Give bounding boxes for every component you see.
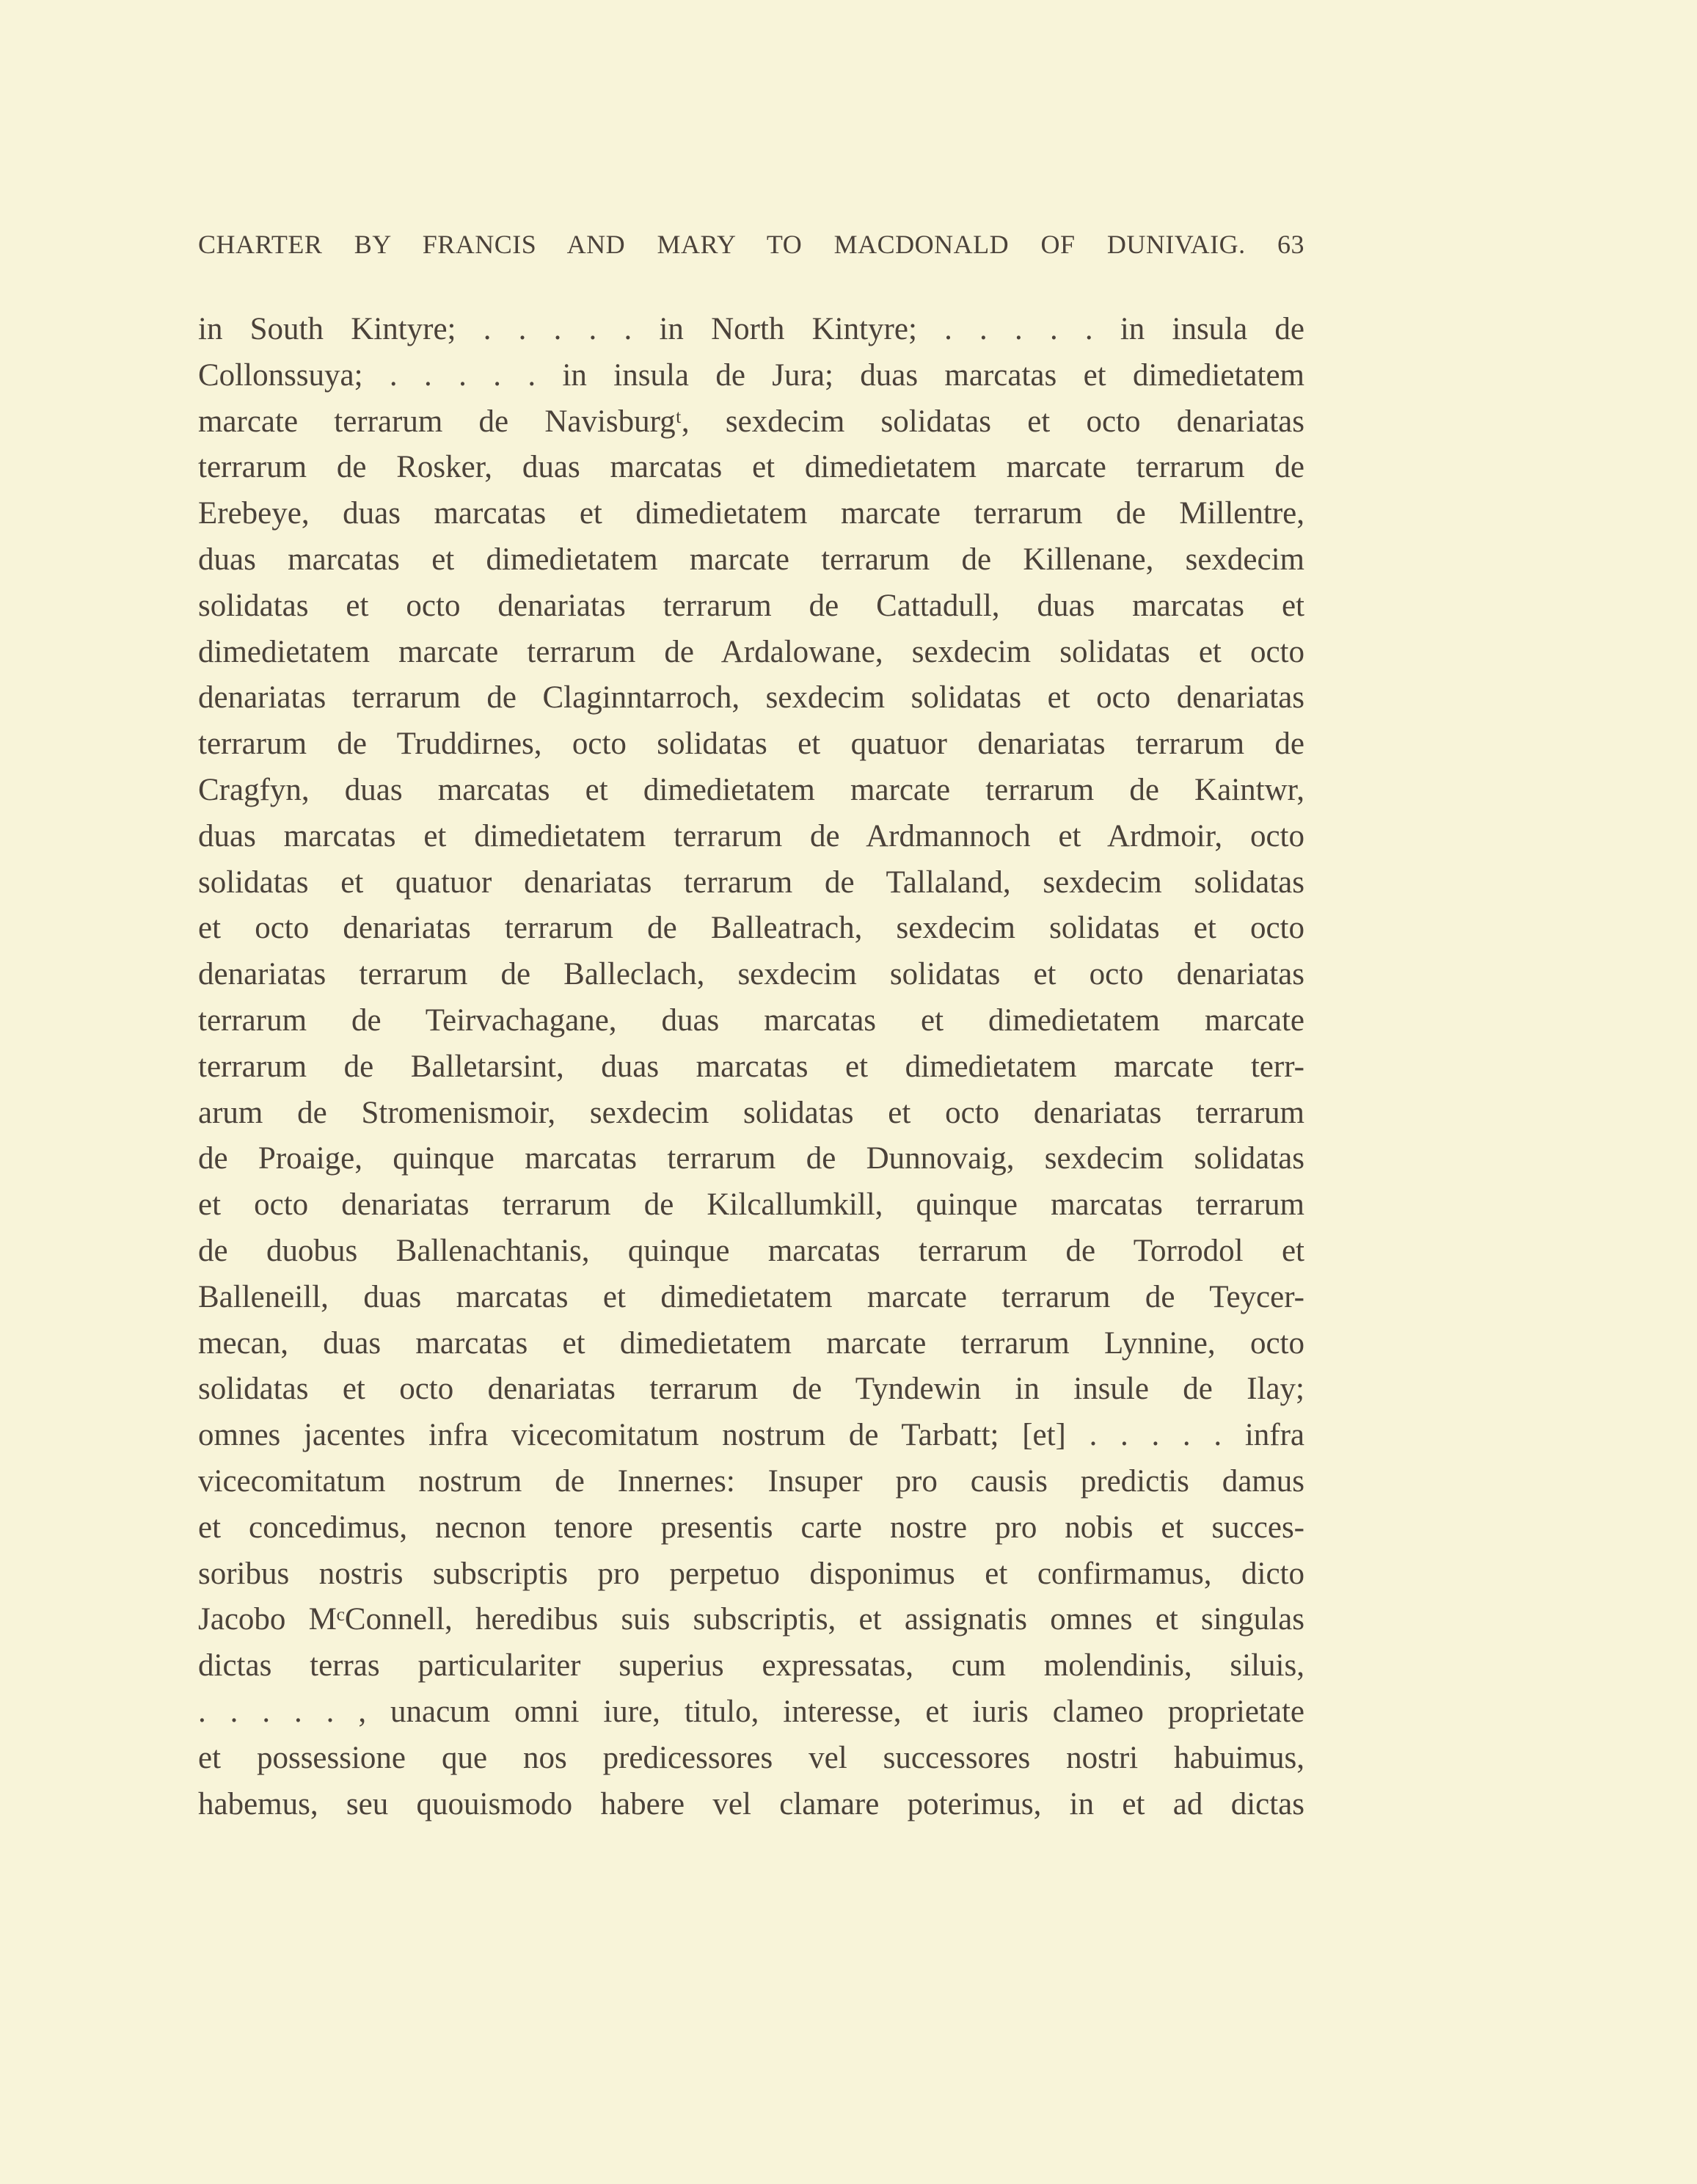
text-line: terrarum de Teirvachagane, duas marcatas et dimedietatem marcate — [198, 1002, 1304, 1038]
text-line: solidatas et octo denariatas terrarum de Cattadull, duas marcatas et — [198, 588, 1304, 623]
text-line: dictas terras particulariter superius expressatas, cum molendinis, siluis, — [198, 1648, 1304, 1684]
text-line: de duobus Ballenachtanis, quinque marcatas terrarum de Torrodol et — [198, 1233, 1304, 1268]
text-line: Erebeye, duas marcatas et dimedietatem marcate terrarum de Millentre, — [198, 496, 1304, 531]
text-line: et octo denariatas terrarum de Kilcallumkill, quinque marcatas terrarum — [198, 1187, 1304, 1223]
text-line: dimedietatem marcate terrarum de Ardalowane, sexdecim solidatas et octo — [198, 634, 1304, 669]
text-line: terrarum de Truddirnes, octo solidatas et quatuor denariatas terrarum de — [198, 727, 1304, 762]
text-line: Balleneill, duas marcatas et dimedietatem marcate terrarum de Teycer- — [198, 1279, 1304, 1314]
text-line: et concedimus, necnon tenore presentis carte nostre pro nobis et succes- — [198, 1510, 1304, 1545]
text-line: omnes jacentes infra vicecomitatum nostrum de Tarbatt; [et] . . . . . infra — [198, 1418, 1304, 1453]
text-line: terrarum de Rosker, duas marcatas et dimedietatem marcate terrarum de — [198, 450, 1304, 485]
text-line: soribus nostris subscriptis pro perpetuo disponimus et confirmamus, dicto — [198, 1556, 1304, 1591]
text-line: Collonssuya; . . . . . in insula de Jura; duas marcatas et dimedietatem — [198, 357, 1304, 393]
text-line: marcate terrarum de Navisburgᵗ, sexdecim solidatas et octo denariatas — [198, 404, 1304, 439]
body-text — [198, 307, 1304, 1827]
text-line: vicecomitatum nostrum de Innernes: Insuper pro causis predictis damus — [198, 1463, 1304, 1499]
text-line: arum de Stromenismoir, sexdecim solidatas et octo denariatas terrarum — [198, 1095, 1304, 1130]
text-line: solidatas et octo denariatas terrarum de Tyndewin in insule de Ilay; — [198, 1372, 1304, 1407]
text-line: duas marcatas et dimedietatem marcate terrarum de Killenane, sexdecim — [198, 542, 1304, 577]
text-line: et octo denariatas terrarum de Balleatrach, sexdecim solidatas et octo — [198, 911, 1304, 946]
text-line: Cragfyn, duas marcatas et dimedietatem marcate terrarum de Kaintwr, — [198, 772, 1304, 807]
running-head: CHARTER BY FRANCIS AND MARY TO MACDONALD OF DUNIVAIG. 63 — [198, 230, 1304, 259]
text-line: terrarum de Balletarsint, duas marcatas et dimedietatem marcate terr- — [198, 1049, 1304, 1084]
text-line: denariatas terrarum de Claginntarroch, sexdecim solidatas et octo denariatas — [198, 680, 1304, 716]
text-line: mecan, duas marcatas et dimedietatem marcate terrarum Lynnine, octo — [198, 1325, 1304, 1361]
text-line: Jacobo MᶜConnell, heredibus suis subscriptis, et assignatis omnes et singulas — [198, 1602, 1304, 1637]
text-line: . . . . . , unacum omni iure, titulo, interesse, et iuris clameo proprietate — [198, 1694, 1304, 1729]
text-line: denariatas terrarum de Balleclach, sexdecim solidatas et octo denariatas — [198, 957, 1304, 992]
text-line: in South Kintyre; . . . . . in North Kintyre; . . . . . in insula de — [198, 312, 1304, 346]
text-line: habemus, seu quouismodo habere vel clamare poterimus, in et ad dictas — [198, 1786, 1304, 1821]
text-line: duas marcatas et dimedietatem terrarum de Ardmannoch et Ardmoir, octo — [198, 818, 1304, 853]
text-line: solidatas et quatuor denariatas terrarum de Tallaland, sexdecim solidatas — [198, 864, 1304, 900]
text-line: et possessione que nos predicessores vel successores nostri habuimus, — [198, 1740, 1304, 1775]
text-line: de Proaige, quinque marcatas terrarum de Dunnovaig, sexdecim solidatas — [198, 1141, 1304, 1176]
